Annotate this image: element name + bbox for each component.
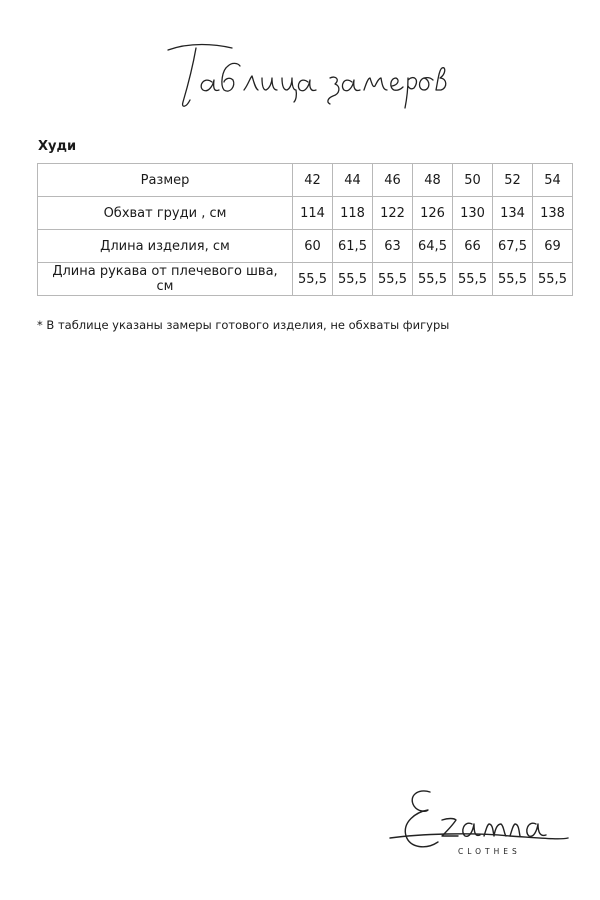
table-row: [38, 230, 573, 263]
size-cell: 42: [293, 164, 333, 197]
size-cell: 48: [413, 164, 453, 197]
value-cell: 69: [533, 230, 573, 263]
value-cell: 138: [533, 197, 573, 230]
table-row: [38, 197, 573, 230]
brand-logo: [380, 780, 580, 880]
size-cell: 50: [453, 164, 493, 197]
value-cell: 114: [293, 197, 333, 230]
size-cell: 52: [493, 164, 533, 197]
value-cell: 55,5: [453, 263, 493, 296]
value-cell: 55,5: [293, 263, 333, 296]
table-row: [38, 263, 573, 296]
size-cell: 54: [533, 164, 573, 197]
brand-tagline: CLOTHES: [458, 847, 521, 856]
brand-logo-mark: [380, 780, 580, 880]
value-cell: 64,5: [413, 230, 453, 263]
value-cell: 67,5: [493, 230, 533, 263]
value-cell: 60: [293, 230, 333, 263]
row-label: Длина изделия, см: [38, 230, 293, 263]
value-cell: 134: [493, 197, 533, 230]
value-cell: 55,5: [373, 263, 413, 296]
table-header-row: [38, 164, 573, 197]
section-label: Худи: [38, 139, 77, 154]
row-label: Обхват груди , см: [38, 197, 293, 230]
size-table: [37, 163, 573, 296]
row-label: Длина рукава от плечевого шва, см: [38, 263, 293, 296]
value-cell: 66: [453, 230, 493, 263]
value-cell: 122: [373, 197, 413, 230]
value-cell: 55,5: [533, 263, 573, 296]
handwritten-title-image: [0, 30, 600, 110]
size-cell: 46: [373, 164, 413, 197]
value-cell: 55,5: [413, 263, 453, 296]
value-cell: 55,5: [333, 263, 373, 296]
value-cell: 130: [453, 197, 493, 230]
value-cell: 118: [333, 197, 373, 230]
header-label: Размер: [38, 164, 293, 197]
value-cell: 55,5: [493, 263, 533, 296]
page-title: [0, 30, 600, 110]
value-cell: 63: [373, 230, 413, 263]
value-cell: 61,5: [333, 230, 373, 263]
footnote: * В таблице указаны замеры готового изделия, не обхваты фигуры: [37, 318, 450, 332]
value-cell: 126: [413, 197, 453, 230]
size-cell: 44: [333, 164, 373, 197]
